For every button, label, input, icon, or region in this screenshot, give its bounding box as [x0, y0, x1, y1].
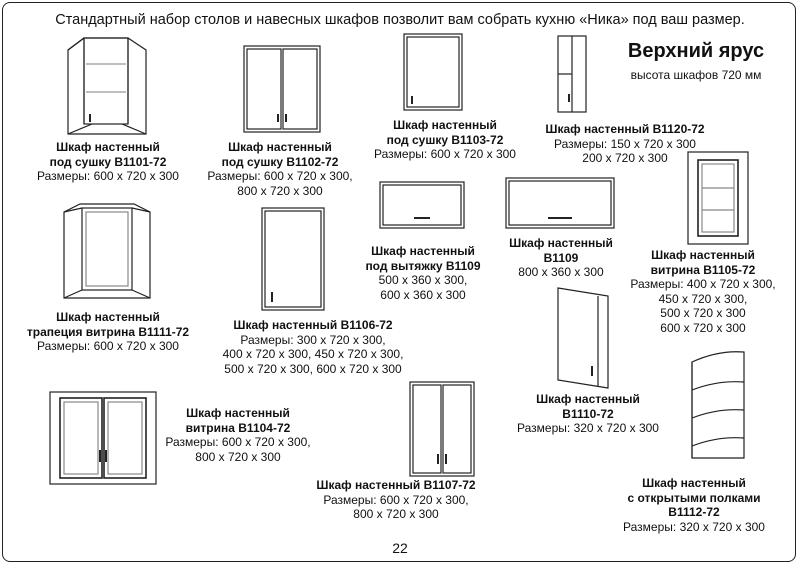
caption-b1106: Шкаф настенный В1106-72 Размеры: 300 х 720 х 300, 400 х 720 х 300, 450 х 720 х 300, 500 х 720 х 300, 600 х 720 х 300 — [222, 318, 404, 376]
caption-b1103: Шкаф настенный под сушку В1103-72 Размеры: 600 х 720 х 300 — [374, 118, 516, 161]
intro-text: Стандартный набор столов и навесных шкафов позволит вам собрать кухню «Ника» под ваш размер. — [55, 12, 745, 28]
caption-b1109-hood: Шкаф настенный под вытяжку В1109 500 х 360 х 300, 600 х 360 х 300 — [365, 244, 481, 302]
cabinet-b1102-drawing — [242, 44, 322, 134]
cabinet-b1109-drawing — [504, 176, 616, 230]
cabinet-b1103-drawing — [402, 32, 464, 112]
cabinet-b1112-drawing — [690, 350, 746, 460]
caption-b1104: Шкаф настенный витрина В1104-72 Размеры: 600 х 720 х 300, 800 х 720 х 300 — [165, 406, 311, 464]
cabinet-b1110-drawing — [556, 286, 610, 390]
caption-b1109: Шкаф настенный В1109 800 х 360 х 300 — [509, 236, 613, 279]
caption-b1102: Шкаф настенный под сушку В1102-72 Размеры: 600 х 720 х 300, 800 х 720 х 300 — [207, 140, 353, 198]
cabinet-b1106-drawing — [260, 206, 326, 312]
tier-subtitle: высота шкафов 720 мм — [630, 68, 762, 82]
cabinet-b1109-hood-drawing — [378, 180, 466, 230]
caption-b1107: Шкаф настенный В1107-72 Размеры: 600 х 720 х 300, 800 х 720 х 300 — [316, 478, 476, 521]
cabinet-b1107-drawing — [408, 380, 476, 478]
caption-b1101: Шкаф настенный под сушку В1101-72 Размеры: 600 х 720 х 300 — [37, 140, 179, 183]
caption-b1111: Шкаф настенный трапеция витрина В1111-72 Размеры: 600 х 720 х 300 — [26, 310, 190, 353]
cabinet-b1101-drawing — [62, 34, 150, 140]
cabinet-b1111-drawing — [60, 202, 154, 302]
page-number: 22 — [392, 540, 408, 556]
cabinet-b1120-drawing — [556, 34, 588, 114]
caption-b1105: Шкаф настенный витрина В1105-72 Размеры: 400 х 720 х 300, 450 х 720 х 300, 500 х 720 х 300 600 х 720 х 300 — [630, 248, 776, 335]
tier-title: Верхний ярус — [627, 40, 765, 62]
cabinet-b1104-drawing — [48, 390, 158, 486]
caption-b1110: Шкаф настенный В1110-72 Размеры: 320 х 720 х 300 — [517, 392, 659, 435]
caption-b1112: Шкаф настенный с открытыми полками В1112-72 Размеры: 320 х 720 х 300 — [623, 476, 765, 534]
caption-b1120: Шкаф настенный В1120-72 Размеры: 150 х 720 х 300 200 х 720 х 300 — [545, 122, 705, 165]
